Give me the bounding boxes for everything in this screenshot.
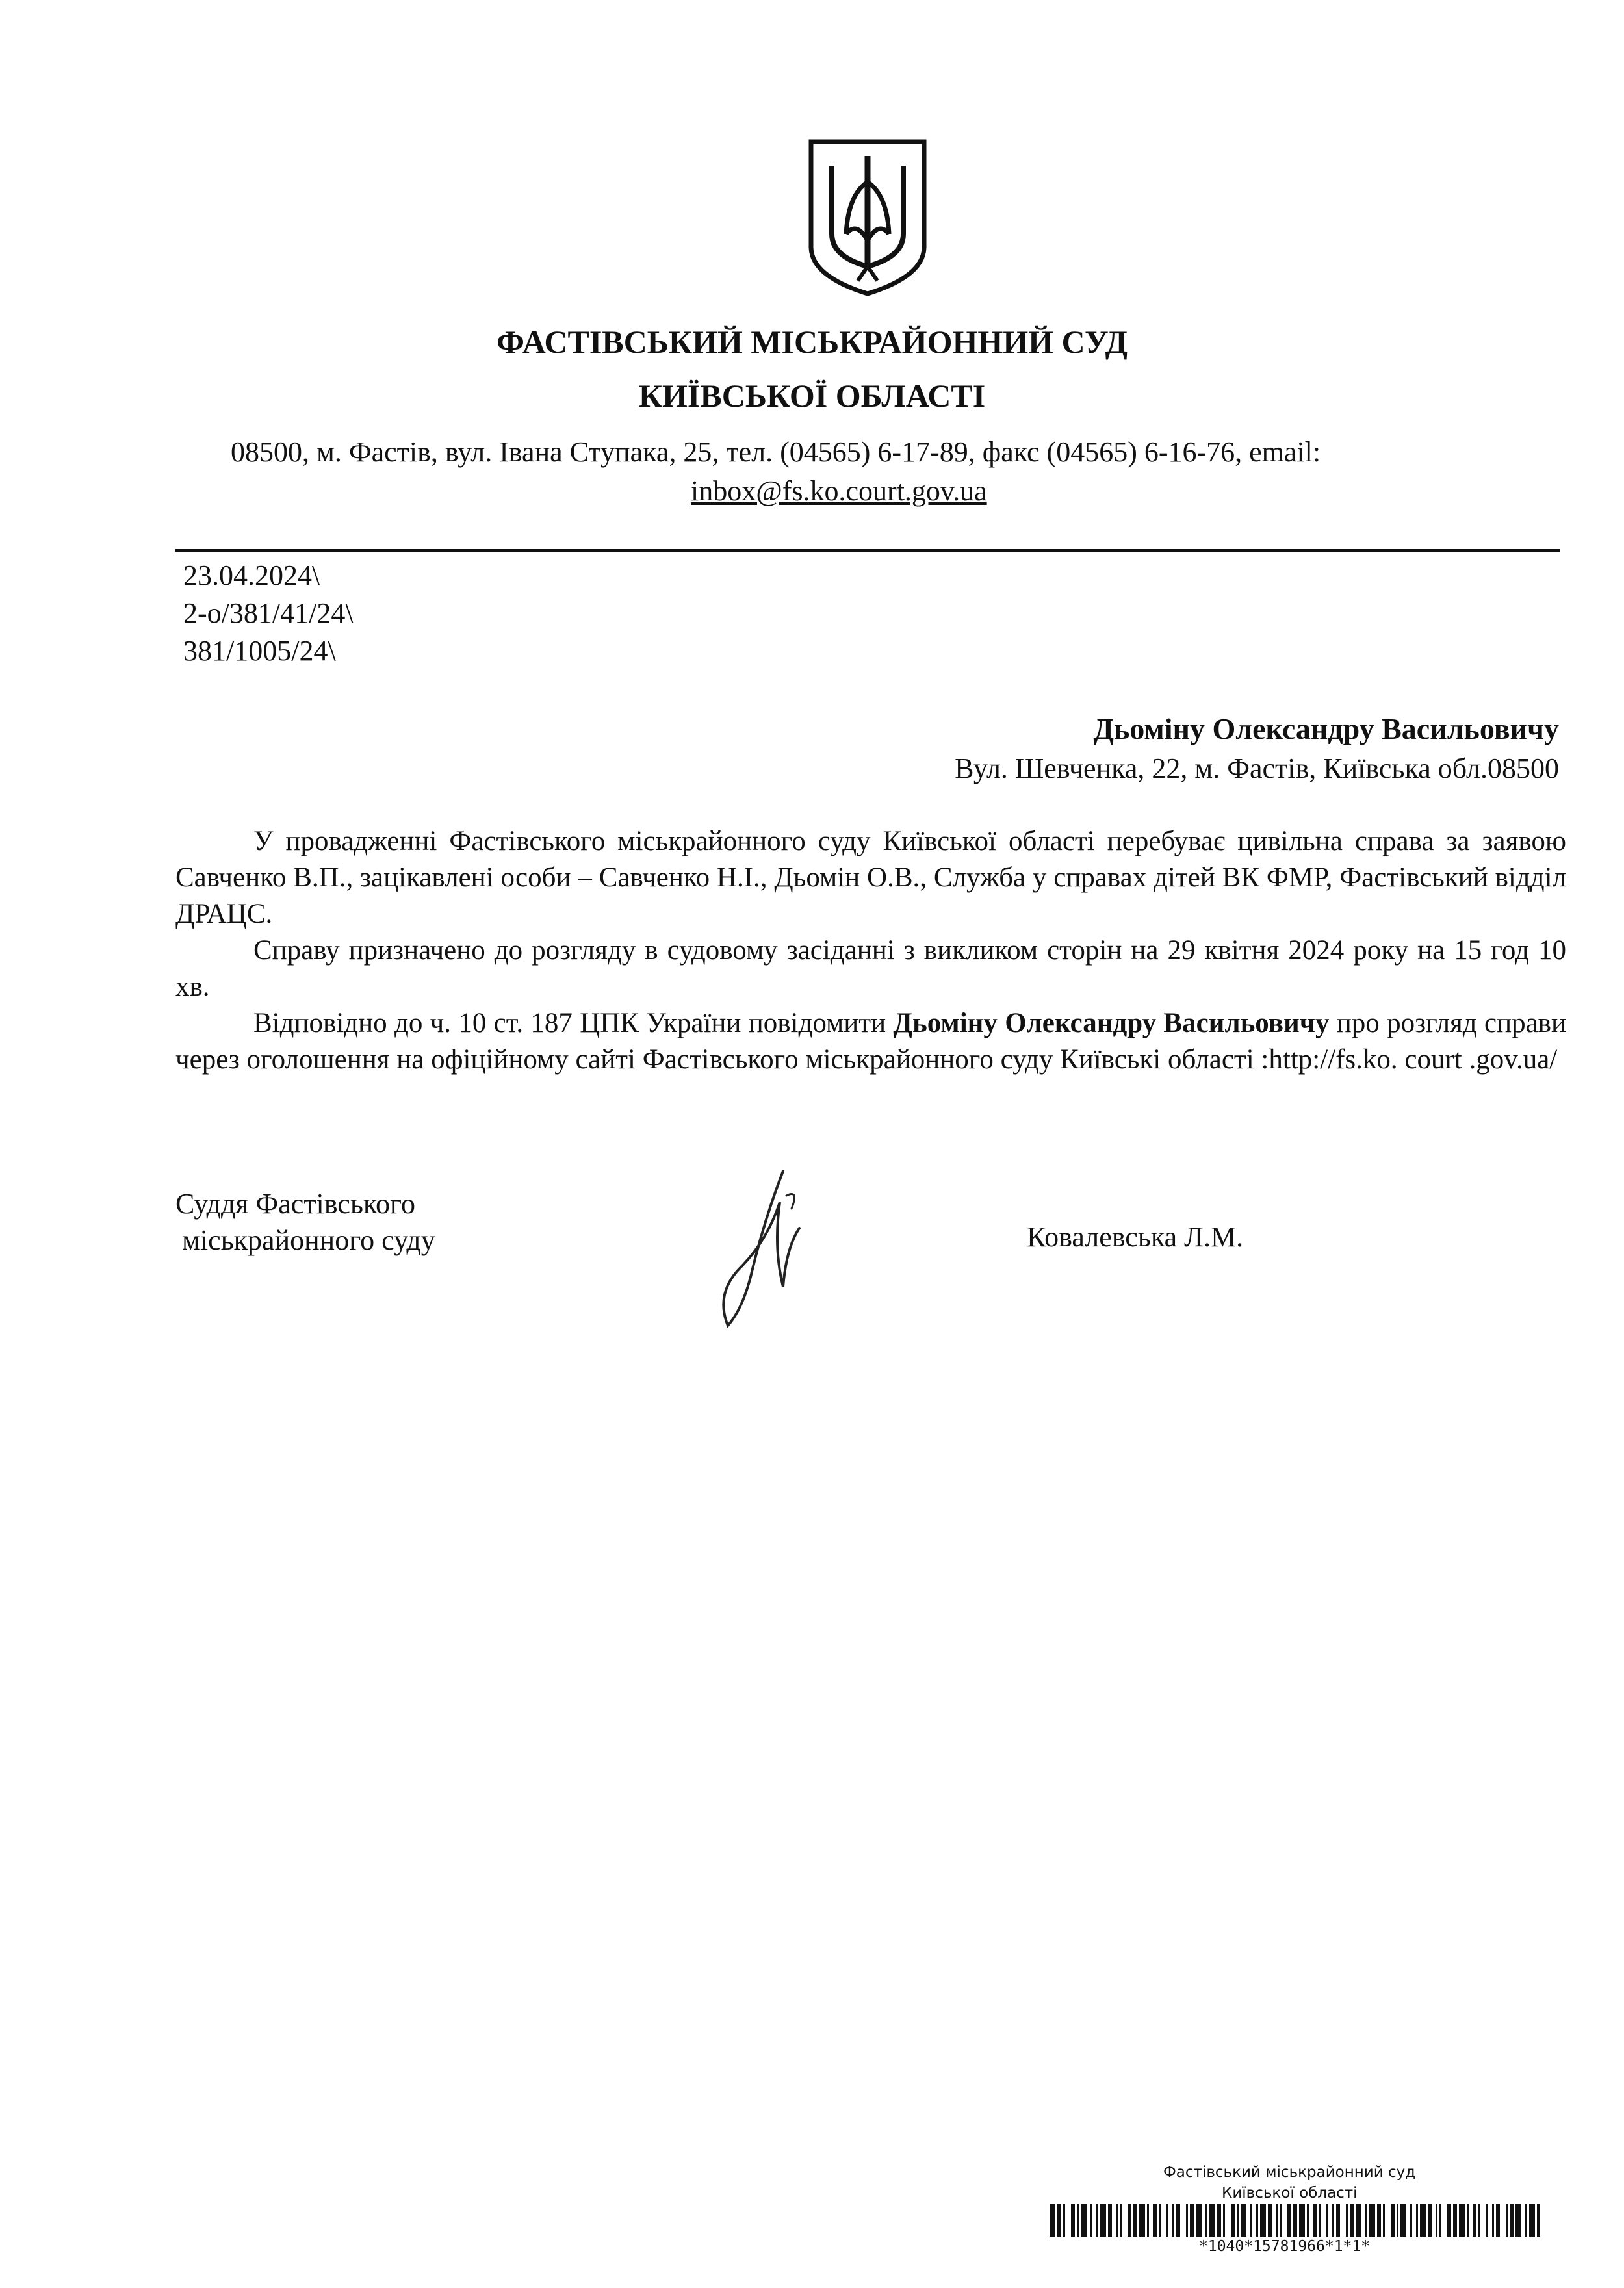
- outgoing-date: 23.04.2024\: [183, 559, 320, 591]
- judge-name: Ковалевська Л.М.: [1027, 1221, 1244, 1253]
- document-barcode: [1050, 2204, 1540, 2237]
- recipient-name: Дьоміну Олександру Васильовичу: [1093, 712, 1559, 745]
- notification-recipient-name: Дьоміну Олександру Васильовичу: [893, 1008, 1330, 1038]
- judge-role-line2: міськрайонного суду: [182, 1224, 435, 1256]
- judge-role-line1: Суддя Фастівського: [175, 1188, 415, 1220]
- stamp-region: Київської області: [1222, 2185, 1358, 2202]
- notice-body: [175, 823, 1566, 1078]
- notification-text-start: Відповідно до ч. 10 ст. 187 ЦПК України повідомити: [253, 1008, 894, 1038]
- header-divider: [175, 549, 1560, 552]
- paragraph-case-info: У провадженні Фастівського міськрайонного суду Київської області перебуває цивільна справа за заявою Савченко В.П., зацікавлені особи – Савченко Н.І., Дьомін О.В., Служба у справах дітей ВК ФМР, Фастівський відділ ДРАЦС.: [175, 826, 1566, 929]
- barcode-number: *1040*15781966*1*1*: [1199, 2238, 1371, 2255]
- court-name-line2: КИЇВСЬКОЇ ОБЛАСТІ: [638, 378, 986, 414]
- court-email-link[interactable]: inbox@fs.ko.court.gov.ua: [691, 475, 987, 507]
- stamp-court-name: Фастівський міськрайонний суд: [1163, 2164, 1416, 2181]
- paragraph-notification: [175, 1005, 1566, 1078]
- case-number: 2-о/381/41/24\: [183, 597, 354, 629]
- court-address: 08500, м. Фастів, вул. Івана Ступака, 25, тел. (04565) 6-17-89, факс (04565) 6-16-76, email:: [231, 436, 1321, 468]
- recipient-address: Вул. Шевченка, 22, м. Фастів, Київська обл.08500: [955, 752, 1559, 784]
- court-name-line1: ФАСТІВСЬКИЙ МІСЬКРАЙОННИЙ СУД: [496, 324, 1128, 360]
- proceeding-number: 381/1005/24\: [183, 635, 336, 667]
- judge-role: [175, 1186, 435, 1259]
- handwritten-signature: [702, 1163, 832, 1332]
- coat-of-arms-emblem: [806, 136, 929, 299]
- paragraph-hearing-date: Справу призначено до розгляду в судовому засіданні з викликом сторін на 29 квітня 2024 року на 15 год 10 хв.: [175, 935, 1566, 1002]
- notification-text-end: про розгляд справи через оголошення на офіційному сайті Фастівського міськрайонного суду Київські області :http://fs.ko. court .gov.ua/: [175, 1008, 1566, 1075]
